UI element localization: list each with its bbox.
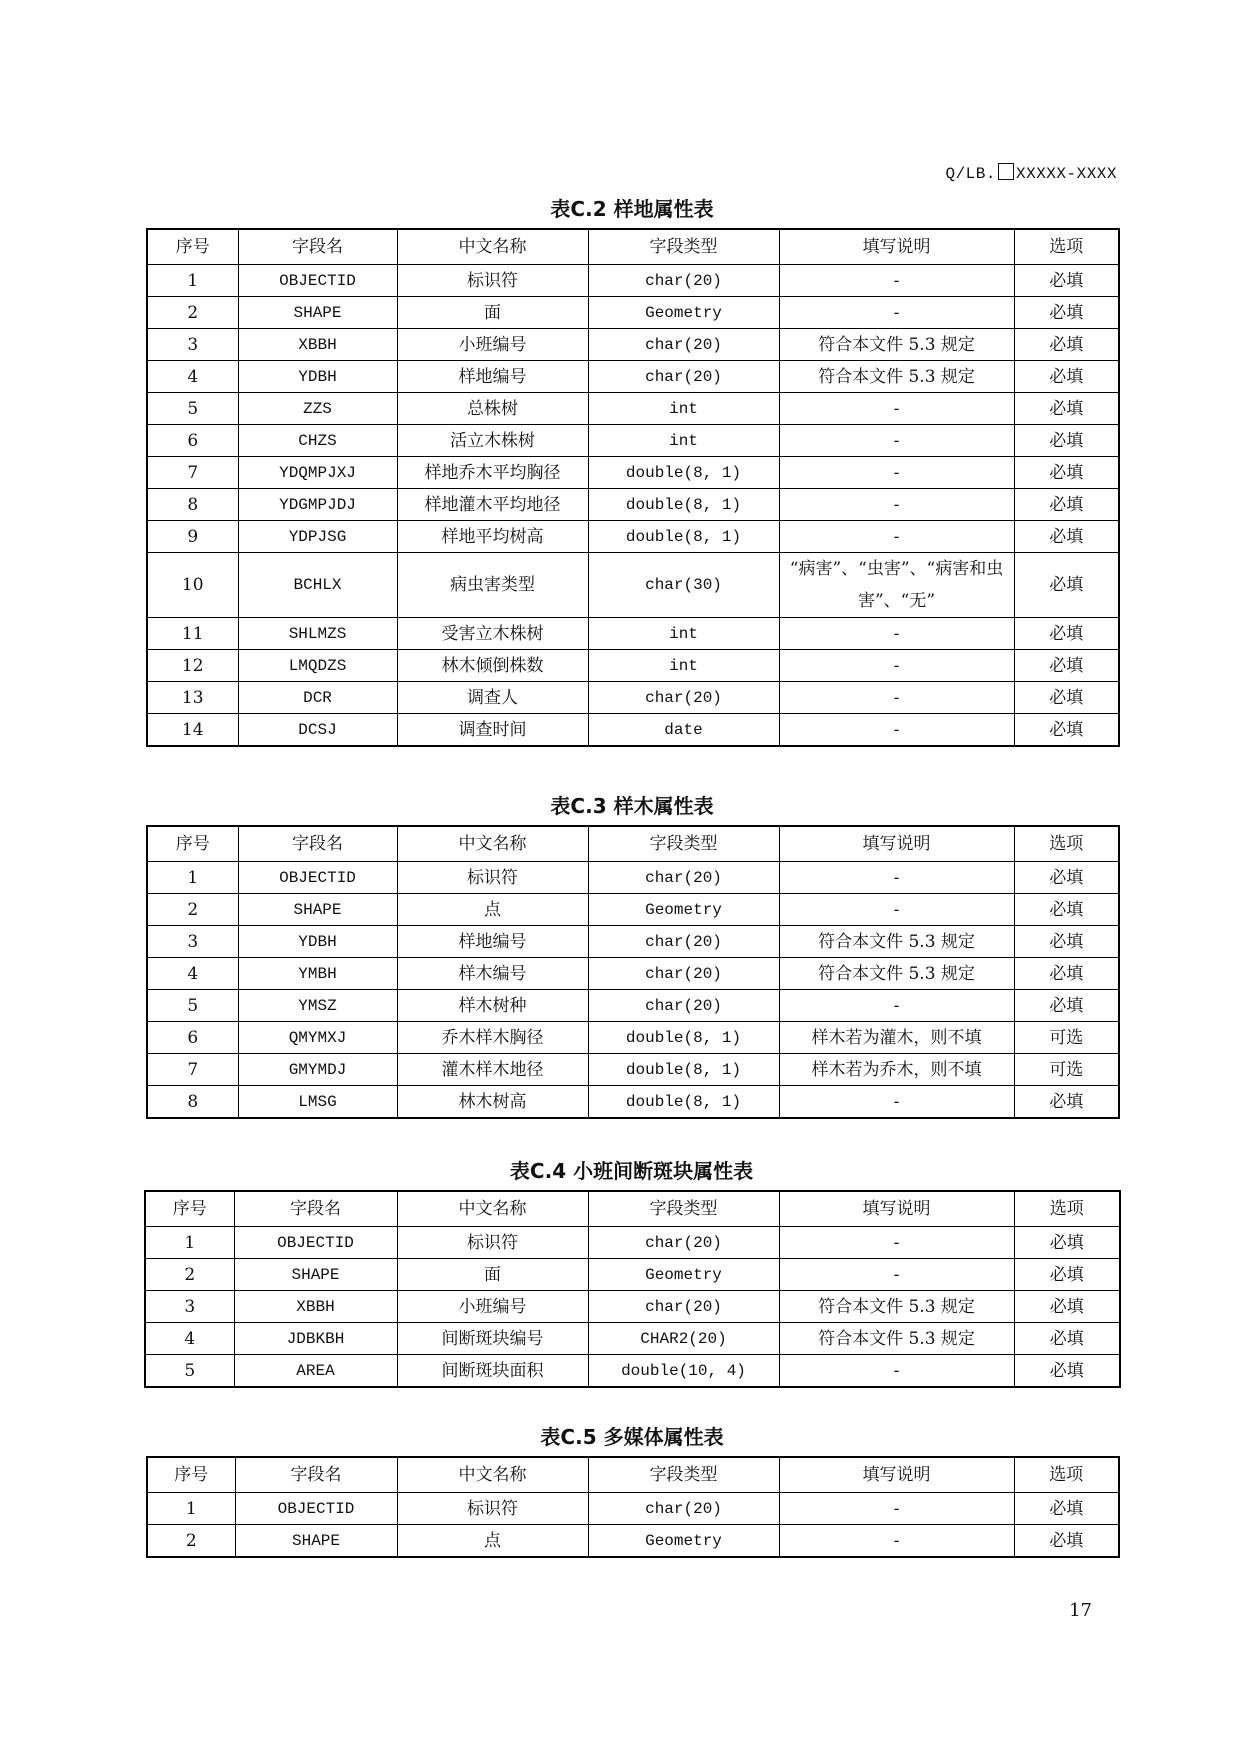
table-row — [147, 990, 1119, 1022]
cell-fill-note: 符合本文件 5.3 规定 — [779, 1323, 1014, 1355]
cell-field-type: double(10, 4) — [588, 1355, 779, 1388]
cell-chinese-name: 标识符 — [397, 1493, 588, 1525]
cell-seq: 5 — [147, 393, 238, 425]
cell-chinese-name: 面 — [397, 297, 588, 329]
cell-seq: 2 — [147, 297, 238, 329]
column-header-field-name: 字段名 — [238, 229, 397, 265]
table-row — [145, 1259, 1120, 1291]
cell-fill-note: - — [779, 650, 1014, 682]
table-row — [147, 1086, 1119, 1119]
cell-option: 必填 — [1014, 521, 1119, 553]
cell-field-type: int — [588, 425, 779, 457]
cell-chinese-name: 调查人 — [397, 682, 588, 714]
cell-field-type: char(20) — [588, 926, 779, 958]
cell-seq: 10 — [147, 553, 238, 618]
column-header-field-type: 字段类型 — [588, 1457, 779, 1493]
table-c2 — [146, 228, 1120, 747]
cell-field-type: CHAR2(20) — [588, 1323, 779, 1355]
column-header-chinese-name: 中文名称 — [397, 229, 588, 265]
cell-seq: 4 — [147, 361, 238, 393]
cell-chinese-name: 小班编号 — [397, 1291, 588, 1323]
cell-field-name: OBJECTID — [235, 1493, 397, 1525]
table-c3-block — [146, 787, 1118, 1119]
table-caption: 表C.3 样木属性表 — [550, 794, 714, 818]
cell-fill-note: 符合本文件 5.3 规定 — [779, 361, 1014, 393]
cell-option: 必填 — [1014, 1525, 1119, 1558]
cell-seq: 12 — [147, 650, 238, 682]
cell-field-name: DCSJ — [238, 714, 397, 747]
table-row — [147, 618, 1119, 650]
column-header-seq: 序号 — [145, 1191, 234, 1227]
document-code-suffix: XXXXX-XXXX — [1015, 165, 1117, 183]
cell-field-name: SHLMZS — [238, 618, 397, 650]
cell-field-type: Geometry — [588, 1259, 779, 1291]
cell-fill-note: “病害”、“虫害”、“病害和虫害”、“无” — [779, 553, 1014, 618]
column-header-fill-note: 填写说明 — [779, 826, 1014, 862]
cell-option: 必填 — [1014, 489, 1119, 521]
cell-field-type: Geometry — [588, 894, 779, 926]
table-c4 — [144, 1190, 1121, 1388]
cell-option: 必填 — [1014, 1323, 1120, 1355]
table-c4-block — [144, 1152, 1119, 1388]
cell-fill-note: - — [779, 862, 1014, 894]
cell-fill-note: - — [779, 618, 1014, 650]
cell-chinese-name: 间断斑块面积 — [397, 1355, 588, 1388]
cell-fill-note: - — [779, 1355, 1014, 1388]
cell-field-type: double(8, 1) — [588, 521, 779, 553]
cell-field-name: OBJECTID — [238, 265, 397, 297]
cell-fill-note: 符合本文件 5.3 规定 — [779, 958, 1014, 990]
column-header-field-type: 字段类型 — [588, 229, 779, 265]
cell-chinese-name: 样地灌木平均地径 — [397, 489, 588, 521]
cell-chinese-name: 小班编号 — [397, 329, 588, 361]
column-header-fill-note: 填写说明 — [779, 229, 1014, 265]
cell-field-type: double(8, 1) — [588, 1054, 779, 1086]
cell-field-name: XBBH — [234, 1291, 397, 1323]
table-c2-block — [146, 190, 1118, 747]
table-row — [145, 1355, 1120, 1388]
cell-fill-note: - — [779, 682, 1014, 714]
cell-field-type: char(20) — [588, 1493, 779, 1525]
column-header-field-name: 字段名 — [235, 1457, 397, 1493]
cell-chinese-name: 灌木样木地径 — [397, 1054, 588, 1086]
cell-chinese-name: 样地平均树高 — [397, 521, 588, 553]
cell-option: 必填 — [1014, 1291, 1120, 1323]
table-c5 — [146, 1456, 1120, 1558]
table-row — [147, 297, 1119, 329]
cell-field-type: char(20) — [588, 990, 779, 1022]
cell-seq: 4 — [145, 1323, 234, 1355]
table-row — [147, 1525, 1119, 1558]
cell-field-name: AREA — [234, 1355, 397, 1388]
cell-option: 必填 — [1014, 457, 1119, 489]
table-row — [147, 457, 1119, 489]
cell-chinese-name: 标识符 — [397, 265, 588, 297]
cell-field-name: YDGMPJDJ — [238, 489, 397, 521]
column-header-field-type: 字段类型 — [588, 1191, 779, 1227]
cell-option: 必填 — [1014, 329, 1119, 361]
cell-field-name: JDBKBH — [234, 1323, 397, 1355]
cell-chinese-name: 点 — [397, 894, 588, 926]
table-row — [147, 1493, 1119, 1525]
cell-field-type: double(8, 1) — [588, 1022, 779, 1054]
table-caption: 表C.2 样地属性表 — [550, 197, 714, 221]
table-row — [147, 329, 1119, 361]
cell-field-name: OBJECTID — [238, 862, 397, 894]
cell-chinese-name: 样地编号 — [397, 361, 588, 393]
cell-chinese-name: 面 — [397, 1259, 588, 1291]
cell-option: 必填 — [1014, 1355, 1120, 1388]
cell-chinese-name: 点 — [397, 1525, 588, 1558]
cell-field-type: char(20) — [588, 958, 779, 990]
table-row — [147, 1054, 1119, 1086]
cell-seq: 6 — [147, 425, 238, 457]
table-row — [145, 1291, 1120, 1323]
cell-option: 可选 — [1014, 1022, 1119, 1054]
cell-fill-note: 样木若为灌木，则不填 — [779, 1022, 1014, 1054]
cell-option: 必填 — [1014, 265, 1119, 297]
table-row — [147, 553, 1119, 618]
table-row — [147, 958, 1119, 990]
cell-field-name: OBJECTID — [234, 1227, 397, 1259]
column-header-seq: 序号 — [147, 229, 238, 265]
cell-seq: 1 — [145, 1227, 234, 1259]
table-c5-block — [146, 1418, 1118, 1558]
cell-fill-note: - — [779, 393, 1014, 425]
cell-chinese-name: 样木编号 — [397, 958, 588, 990]
table-row — [145, 1227, 1120, 1259]
table-row — [147, 425, 1119, 457]
cell-option: 必填 — [1014, 714, 1119, 747]
cell-field-type: char(30) — [588, 553, 779, 618]
cell-fill-note: - — [779, 894, 1014, 926]
cell-seq: 8 — [147, 489, 238, 521]
table-row — [147, 489, 1119, 521]
cell-chinese-name: 样地编号 — [397, 926, 588, 958]
cell-seq: 7 — [147, 457, 238, 489]
cell-fill-note: - — [779, 297, 1014, 329]
table-row — [147, 393, 1119, 425]
cell-chinese-name: 林木倾倒株数 — [397, 650, 588, 682]
cell-chinese-name: 样木树种 — [397, 990, 588, 1022]
cell-field-type: char(20) — [588, 1227, 779, 1259]
cell-option: 必填 — [1014, 926, 1119, 958]
cell-fill-note: - — [779, 1525, 1014, 1558]
cell-seq: 1 — [147, 862, 238, 894]
column-header-option: 选项 — [1014, 1457, 1119, 1493]
cell-option: 必填 — [1014, 425, 1119, 457]
table-row — [147, 650, 1119, 682]
document-code — [945, 163, 1117, 183]
column-header-field-type: 字段类型 — [588, 826, 779, 862]
cell-field-name: DCR — [238, 682, 397, 714]
cell-seq: 14 — [147, 714, 238, 747]
cell-field-type: char(20) — [588, 361, 779, 393]
cell-field-name: YMBH — [238, 958, 397, 990]
cell-field-type: double(8, 1) — [588, 457, 779, 489]
cell-fill-note: - — [779, 1227, 1014, 1259]
column-header-field-name: 字段名 — [234, 1191, 397, 1227]
cell-fill-note: - — [779, 425, 1014, 457]
cell-fill-note: - — [779, 1493, 1014, 1525]
cell-option: 可选 — [1014, 1054, 1119, 1086]
column-header-chinese-name: 中文名称 — [397, 826, 588, 862]
cell-field-type: Geometry — [588, 1525, 779, 1558]
cell-seq: 3 — [145, 1291, 234, 1323]
cell-option: 必填 — [1014, 393, 1119, 425]
table-row — [147, 265, 1119, 297]
cell-field-name: XBBH — [238, 329, 397, 361]
cell-option: 必填 — [1014, 1259, 1120, 1291]
table-row — [147, 682, 1119, 714]
cell-seq: 2 — [145, 1259, 234, 1291]
cell-field-name: LMSG — [238, 1086, 397, 1119]
cell-field-type: double(8, 1) — [588, 489, 779, 521]
column-header-seq: 序号 — [147, 1457, 235, 1493]
cell-chinese-name: 受害立木株树 — [397, 618, 588, 650]
cell-chinese-name: 样地乔木平均胸径 — [397, 457, 588, 489]
cell-field-type: char(20) — [588, 265, 779, 297]
cell-chinese-name: 病虫害类型 — [397, 553, 588, 618]
cell-seq: 6 — [147, 1022, 238, 1054]
cell-fill-note: 符合本文件 5.3 规定 — [779, 926, 1014, 958]
cell-fill-note: - — [779, 457, 1014, 489]
table-row — [147, 361, 1119, 393]
cell-option: 必填 — [1014, 618, 1119, 650]
cell-field-name: LMQDZS — [238, 650, 397, 682]
cell-field-name: SHAPE — [238, 894, 397, 926]
cell-option: 必填 — [1014, 297, 1119, 329]
column-header-chinese-name: 中文名称 — [397, 1457, 588, 1493]
cell-field-name: GMYMDJ — [238, 1054, 397, 1086]
cell-seq: 8 — [147, 1086, 238, 1119]
cell-field-type: int — [588, 618, 779, 650]
cell-seq: 11 — [147, 618, 238, 650]
empty-box-icon — [998, 163, 1014, 180]
cell-field-name: YDBH — [238, 926, 397, 958]
table-row — [147, 926, 1119, 958]
cell-seq: 9 — [147, 521, 238, 553]
cell-chinese-name: 乔木样木胸径 — [397, 1022, 588, 1054]
column-header-seq: 序号 — [147, 826, 238, 862]
cell-field-type: char(20) — [588, 862, 779, 894]
column-header-chinese-name: 中文名称 — [397, 1191, 588, 1227]
cell-field-name: YDPJSG — [238, 521, 397, 553]
column-header-fill-note: 填写说明 — [779, 1191, 1014, 1227]
cell-option: 必填 — [1014, 650, 1119, 682]
column-header-option: 选项 — [1014, 229, 1119, 265]
cell-seq: 5 — [147, 990, 238, 1022]
table-row — [147, 862, 1119, 894]
column-header-field-name: 字段名 — [238, 826, 397, 862]
cell-field-name: QMYMXJ — [238, 1022, 397, 1054]
cell-field-type: char(20) — [588, 682, 779, 714]
cell-chinese-name: 林木树高 — [397, 1086, 588, 1119]
cell-option: 必填 — [1014, 958, 1119, 990]
cell-seq: 3 — [147, 926, 238, 958]
table-caption: 表C.5 多媒体属性表 — [540, 1425, 724, 1449]
cell-seq: 5 — [145, 1355, 234, 1388]
cell-option: 必填 — [1014, 553, 1119, 618]
cell-field-type: int — [588, 393, 779, 425]
cell-seq: 1 — [147, 265, 238, 297]
cell-option: 必填 — [1014, 1493, 1119, 1525]
cell-field-type: char(20) — [588, 1291, 779, 1323]
cell-chinese-name: 标识符 — [397, 862, 588, 894]
table-row — [147, 714, 1119, 747]
cell-seq: 4 — [147, 958, 238, 990]
cell-chinese-name: 活立木株树 — [397, 425, 588, 457]
cell-field-type: char(20) — [588, 329, 779, 361]
cell-seq: 2 — [147, 894, 238, 926]
cell-field-name: YDQMPJXJ — [238, 457, 397, 489]
table-row — [147, 1022, 1119, 1054]
cell-field-name: SHAPE — [234, 1259, 397, 1291]
column-header-option: 选项 — [1014, 1191, 1120, 1227]
cell-field-name: YMSZ — [238, 990, 397, 1022]
cell-seq: 13 — [147, 682, 238, 714]
cell-option: 必填 — [1014, 894, 1119, 926]
table-row — [145, 1323, 1120, 1355]
cell-field-name: CHZS — [238, 425, 397, 457]
cell-chinese-name: 调查时间 — [397, 714, 588, 747]
cell-chinese-name: 总株树 — [397, 393, 588, 425]
table-c3 — [146, 825, 1120, 1119]
cell-field-type: date — [588, 714, 779, 747]
cell-fill-note: 符合本文件 5.3 规定 — [779, 1291, 1014, 1323]
cell-field-name: YDBH — [238, 361, 397, 393]
cell-option: 必填 — [1014, 1086, 1119, 1119]
cell-seq: 2 — [147, 1525, 235, 1558]
table-caption: 表C.4 小班间断斑块属性表 — [509, 1159, 754, 1183]
cell-seq: 3 — [147, 329, 238, 361]
cell-option: 必填 — [1014, 990, 1119, 1022]
cell-fill-note: 样木若为乔木，则不填 — [779, 1054, 1014, 1086]
cell-field-name: SHAPE — [238, 297, 397, 329]
cell-field-type: double(8, 1) — [588, 1086, 779, 1119]
cell-chinese-name: 标识符 — [397, 1227, 588, 1259]
document-code-prefix: Q/LB. — [945, 165, 996, 183]
cell-option: 必填 — [1014, 682, 1119, 714]
cell-fill-note: - — [779, 1259, 1014, 1291]
cell-seq: 7 — [147, 1054, 238, 1086]
cell-field-type: Geometry — [588, 297, 779, 329]
cell-option: 必填 — [1014, 862, 1119, 894]
cell-fill-note: - — [779, 521, 1014, 553]
cell-option: 必填 — [1014, 361, 1119, 393]
cell-field-name: BCHLX — [238, 553, 397, 618]
table-row — [147, 894, 1119, 926]
cell-fill-note: - — [779, 990, 1014, 1022]
cell-option: 必填 — [1014, 1227, 1120, 1259]
page-number: 17 — [1069, 1600, 1092, 1621]
cell-fill-note: - — [779, 489, 1014, 521]
cell-fill-note: - — [779, 265, 1014, 297]
cell-chinese-name: 间断斑块编号 — [397, 1323, 588, 1355]
cell-field-name: SHAPE — [235, 1525, 397, 1558]
column-header-option: 选项 — [1014, 826, 1119, 862]
cell-seq: 1 — [147, 1493, 235, 1525]
column-header-fill-note: 填写说明 — [779, 1457, 1014, 1493]
cell-fill-note: - — [779, 1086, 1014, 1119]
cell-field-name: ZZS — [238, 393, 397, 425]
table-row — [147, 521, 1119, 553]
cell-fill-note: 符合本文件 5.3 规定 — [779, 329, 1014, 361]
cell-field-type: int — [588, 650, 779, 682]
cell-fill-note: - — [779, 714, 1014, 747]
